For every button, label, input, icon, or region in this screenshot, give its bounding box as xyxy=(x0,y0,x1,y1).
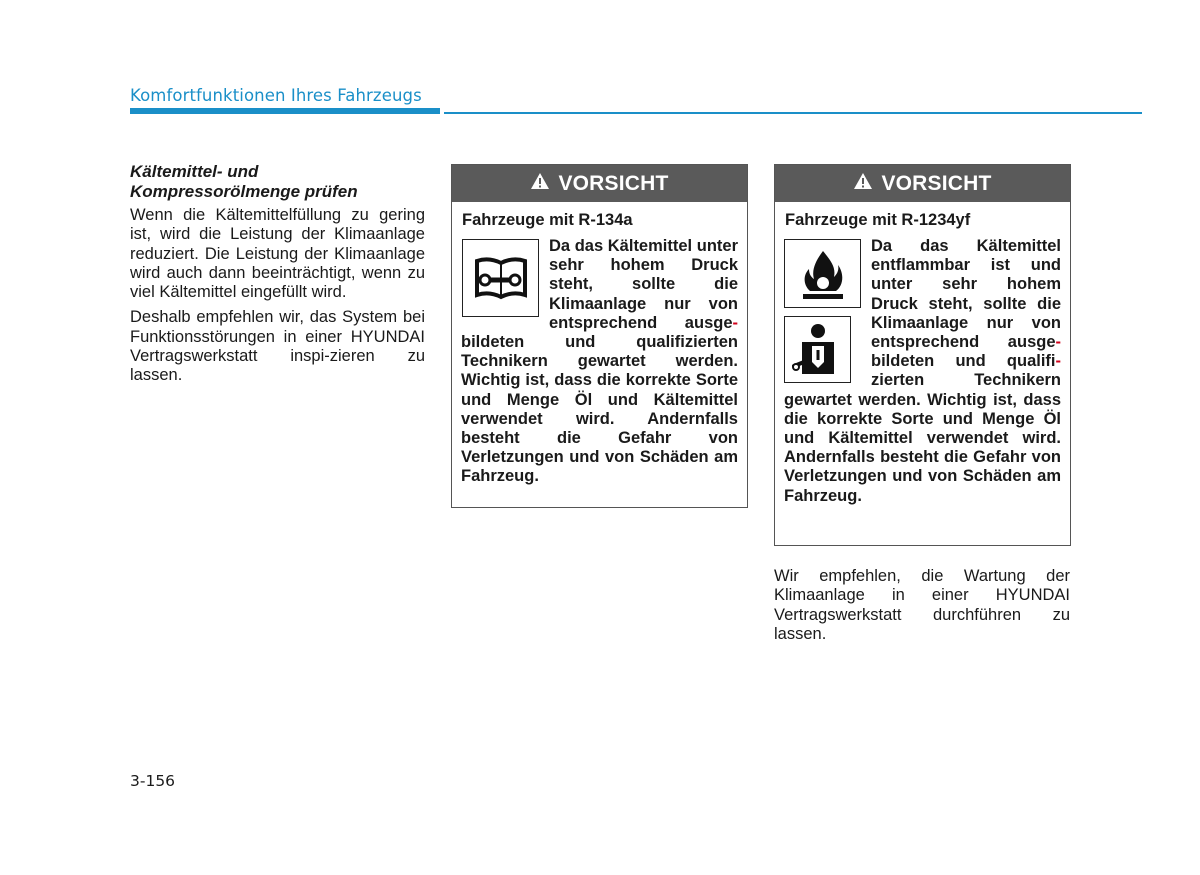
note-text: Wir empfehlen, die Wartung der Klimaanlage in einer HYUNDAI Vertragswerkstatt durchführen zu lassen. xyxy=(774,567,1070,643)
caution-text: Da das Kältemittel entflammbar ist und unter sehr hohem Druck steht, sollte die Klimaanlage nur von entsprechend ausge-bildeten und qualifi-zierten Technikern gewartet werden. Wichtig ist, dass die korrekte Sorte und Menge Öl und Kältemittel verwendet wird. Andernfalls besteht die Gefahr von Verletzungen und von Schäden am Fahrzeug. xyxy=(784,237,1061,505)
flammable-icon xyxy=(784,239,861,308)
subheading xyxy=(130,162,425,202)
paragraph-2: Deshalb empfehlen wir, das System bei Funktionsstörungen in einer HYUNDAI Vertragswerkstatt inspi-zieren zu lassen. xyxy=(130,308,425,385)
header-accent-bar xyxy=(130,108,440,114)
page-number: 3-156 xyxy=(130,772,176,790)
warning-triangle-icon xyxy=(853,172,873,196)
warning-triangle-icon xyxy=(530,172,550,196)
service-manual-icon xyxy=(462,239,539,317)
caution-subtitle: Fahrzeuge mit R-1234yf xyxy=(785,211,971,229)
icon-stack xyxy=(784,239,861,383)
paragraph-1: Wenn die Kältemittelfüllung zu gering ist, wird die Leistung der Klimaanlage reduziert. Die Leistung der Klimaanlage wird auch dann beeinträchtigt, wenn zu viel Kältemittel eingefüllt wird. xyxy=(130,206,425,302)
caution-box-r1234yf xyxy=(774,164,1071,546)
caution-subtitle: Fahrzeuge mit R-134a xyxy=(462,211,633,229)
caution-text: Da das Kältemittel unter sehr hohem Druck steht, sollte die Klimaanlage nur von entsprechend ausge-bildeten und qualifizierten Technikern gewartet werden. Wichtig ist, dass die korrekte Sorte und Menge Öl und Kältemittel verwendet wird. Andernfalls besteht die Gefahr von Verletzungen und von Schäden am Fahrzeug. xyxy=(461,237,738,486)
qualified-technician-icon xyxy=(784,316,851,383)
caution-title: VORSICHT xyxy=(881,171,992,195)
subheading-line2: Kompressorölmenge prüfen xyxy=(130,182,358,201)
left-column xyxy=(130,162,425,392)
section-title: Komfortfunktionen Ihres Fahrzeugs xyxy=(130,86,422,105)
header-rule xyxy=(444,112,1142,114)
caution-header xyxy=(452,165,747,202)
subheading-line1: Kältemittel- und xyxy=(130,162,259,181)
caution-title: VORSICHT xyxy=(558,171,669,195)
caution-box-r134a xyxy=(451,164,748,508)
caution-header xyxy=(775,165,1070,202)
